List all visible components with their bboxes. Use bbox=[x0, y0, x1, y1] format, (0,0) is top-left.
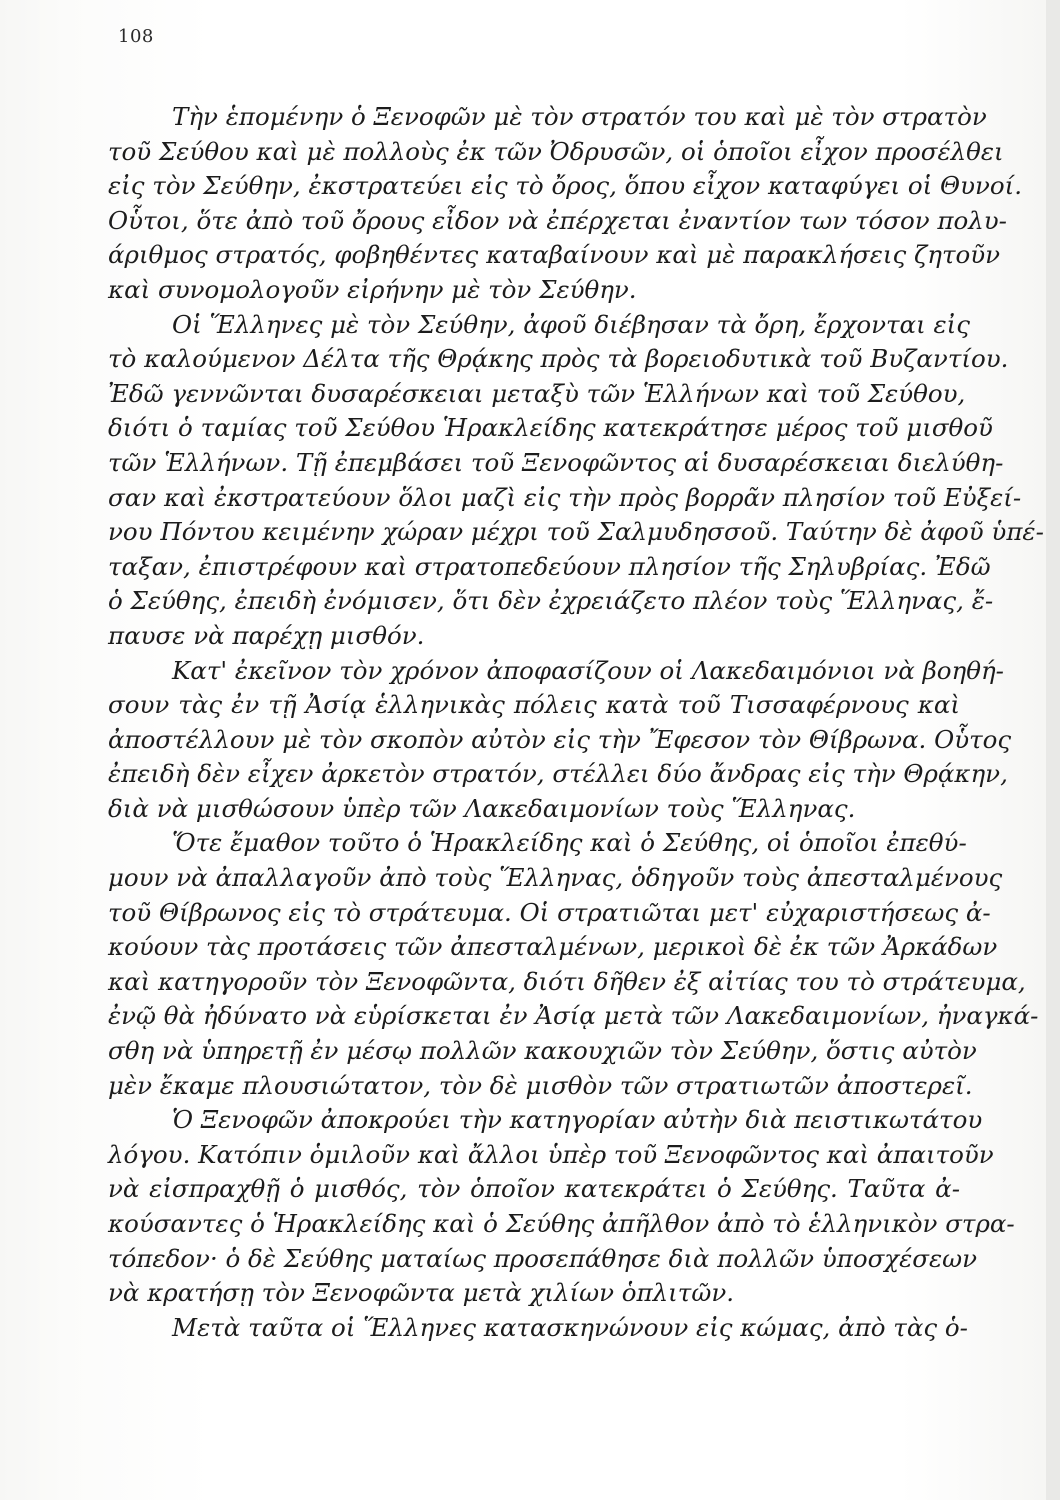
text-line: Τὴν ἑπομένην ὁ Ξενοφῶν μὲ τὸν στρατόν του καὶ μὲ τὸν στρατὸν bbox=[172, 102, 987, 131]
text-line: ἐνῷ θὰ ἠδύνατο νὰ εὑρίσκεται ἐν Ἀσίᾳ μετὰ τῶν Λακεδαιμονίων, ἠναγκά- bbox=[108, 1001, 1039, 1031]
text-line: κούσαντες ὁ Ἡρακλείδης καὶ ὁ Σεύθης ἀπῆλθον ἀπὸ τὸ ἑλληνικὸν στρα- bbox=[108, 1209, 1015, 1238]
text-line: τῶν Ἑλλήνων. Τῇ ἐπεμβάσει τοῦ Ξενοφῶντος αἱ δυσαρέσκειαι διελύθη- bbox=[108, 447, 1004, 477]
text-line: Μετὰ ταῦτα οἱ Ἕλληνες κατασκηνώνουν εἰς κώμας, ἀπὸ τὰς ὁ- bbox=[172, 1312, 968, 1342]
text-line: νὰ κρατήσῃ τὸν Ξενοφῶντα μετὰ χιλίων ὁπλιτῶν. bbox=[108, 1278, 734, 1308]
text-line: Κατ' ἐκεῖνον τὸν χρόνον ἀποφασίζουν οἱ Λακεδαιμόνιοι νὰ βοηθή- bbox=[172, 655, 1004, 685]
text-line: Ὅτε ἔμαθον τοῦτο ὁ Ἡρακλείδης καὶ ὁ Σεύθης, οἱ ὁποῖοι ἐπεθύ- bbox=[172, 828, 967, 858]
text-line: τὸ καλούμενον Δέλτα τῆς Θρᾴκης πρὸς τὰ βορειοδυτικὰ τοῦ Βυζαντίου. bbox=[108, 344, 1009, 374]
text-line: ὁ Σεύθης, ἐπειδὴ ἐνόμισεν, ὅτι δὲν ἐχρειάζετο πλέον τοὺς Ἕλληνας, ἔ- bbox=[108, 586, 994, 616]
text-line: σθη νὰ ὑπηρετῇ ἐν μέσῳ πολλῶν κακουχιῶν τὸν Σεύθην, ὅστις αὐτὸν bbox=[108, 1036, 977, 1066]
text-line: καὶ συνομολογοῦν εἰρήνην μὲ τὸν Σεύθην. bbox=[108, 274, 637, 304]
text-line: Ὁ Ξενοφῶν ἀποκρούει τὴν κατηγορίαν αὐτὴν διὰ πειστικωτάτου bbox=[172, 1105, 983, 1135]
body-text bbox=[108, 100, 1044, 1345]
text-line: άριθμος στρατός, φοβηθέντες καταβαίνουν καὶ μὲ παρακλήσεις ζητοῦν bbox=[108, 240, 1001, 270]
right-edge-shadow bbox=[1046, 0, 1060, 1500]
page-number: 108 bbox=[118, 26, 154, 47]
text-line: νὰ εἰσπραχθῇ ὁ μισθός, τὸν ὁποῖον κατεκράτει ὁ Σεύθης. Ταῦτα ἀ- bbox=[108, 1174, 960, 1204]
text-line: διὰ νὰ μισθώσουν ὑπὲρ τῶν Λακεδαιμονίων τοὺς Ἕλληνας. bbox=[108, 793, 856, 823]
text-line: σαν καὶ ἐκστρατεύουν ὅλοι μαζὶ εἰς τὴν πρὸς βορρᾶν πλησίον τοῦ Εὐξεί- bbox=[108, 482, 1022, 512]
text-line: διότι ὁ ταμίας τοῦ Σεύθου Ἡρακλείδης κατεκράτησε μέρος τοῦ μισθοῦ bbox=[108, 413, 993, 443]
text-line: τοῦ Θίβρωνος εἰς τὸ στράτευμα. Οἱ στρατιῶται μετ' εὐχαριστήσεως ἀ- bbox=[108, 897, 991, 927]
text-line: παυσε νὰ παρέχῃ μισθόν. bbox=[108, 620, 425, 650]
text-line: λόγου. Κατόπιν ὁμιλοῦν καὶ ἄλλοι ὑπὲρ τοῦ Ξενοφῶντος καὶ ἀπαιτοῦν bbox=[108, 1139, 994, 1169]
text-line: ἀποστέλλουν μὲ τὸν σκοπὸν αὐτὸν εἰς τὴν Ἔφεσον τὸν Θίβρωνα. Οὗτος bbox=[108, 724, 1012, 754]
text-line: Ἐδῶ γεννῶνται δυσαρέσκειαι μεταξὺ τῶν Ἑλλήνων καὶ τοῦ Σεύθου, bbox=[108, 378, 966, 408]
text-line: τοῦ Σεύθου καὶ μὲ πολλοὺς ἐκ τῶν Ὀδρυσῶν, οἱ ὁποῖοι εἶχον προσέλθει bbox=[108, 136, 1004, 166]
text-line: Οὗτοι, ὅτε ἀπὸ τοῦ ὄρους εἶδον νὰ ἐπέρχεται ἐναντίον των τόσον πολυ- bbox=[108, 205, 1007, 235]
text-line: μὲν ἔκαμε πλουσιώτατον, τὸν δὲ μισθὸν τῶν στρατιωτῶν ἀποστερεῖ. bbox=[108, 1070, 973, 1100]
text-line: σουν τὰς ἐν τῇ Ἀσίᾳ ἑλληνικὰς πόλεις κατὰ τοῦ Τισσαφέρνους καὶ bbox=[108, 690, 960, 720]
text-line: ἐπειδὴ δὲν εἶχεν ἀρκετὸν στρατόν, στέλλει δύο ἄνδρας εἰς τὴν Θρᾴκην, bbox=[108, 759, 1008, 789]
text-line: νου Πόντου κειμένην χώραν μέχρι τοῦ Σαλμυδησσοῦ. Ταύτην δὲ ἀφοῦ ὑπέ- bbox=[108, 517, 1044, 547]
text-line: εἰς τὸν Σεύθην, ἐκστρατεύει εἰς τὸ ὄρος, ὅπου εἶχον καταφύγει οἱ Θυνοί. bbox=[108, 171, 1023, 201]
text-line: τόπεδον· ὁ δὲ Σεύθης ματαίως προσεπάθησε διὰ πολλῶν ὑποσχέσεων bbox=[108, 1243, 978, 1273]
text-line: μουν νὰ ἀπαλλαγοῦν ἀπὸ τοὺς Ἕλληνας, ὁδηγοῦν τοὺς ἀπεσταλμένους bbox=[108, 863, 1003, 893]
text-line: κούουν τὰς προτάσεις τῶν ἀπεσταλμένων, μερικοὶ δὲ ἐκ τῶν Ἀρκάδων bbox=[108, 932, 998, 962]
text-line: Οἱ Ἕλληνες μὲ τὸν Σεύθην, ἀφοῦ διέβησαν τὰ ὄρη, ἔρχονται εἰς bbox=[172, 309, 970, 339]
text-line: ταξαν, ἐπιστρέφουν καὶ στρατοπεδεύουν πλησίον τῆς Σηλυβρίας. Ἐδῶ bbox=[108, 551, 991, 581]
text-line: καὶ κατηγοροῦν τὸν Ξενοφῶντα, διότι δῆθεν ἐξ αἰτίας του τὸ στράτευμα, bbox=[108, 966, 1026, 996]
